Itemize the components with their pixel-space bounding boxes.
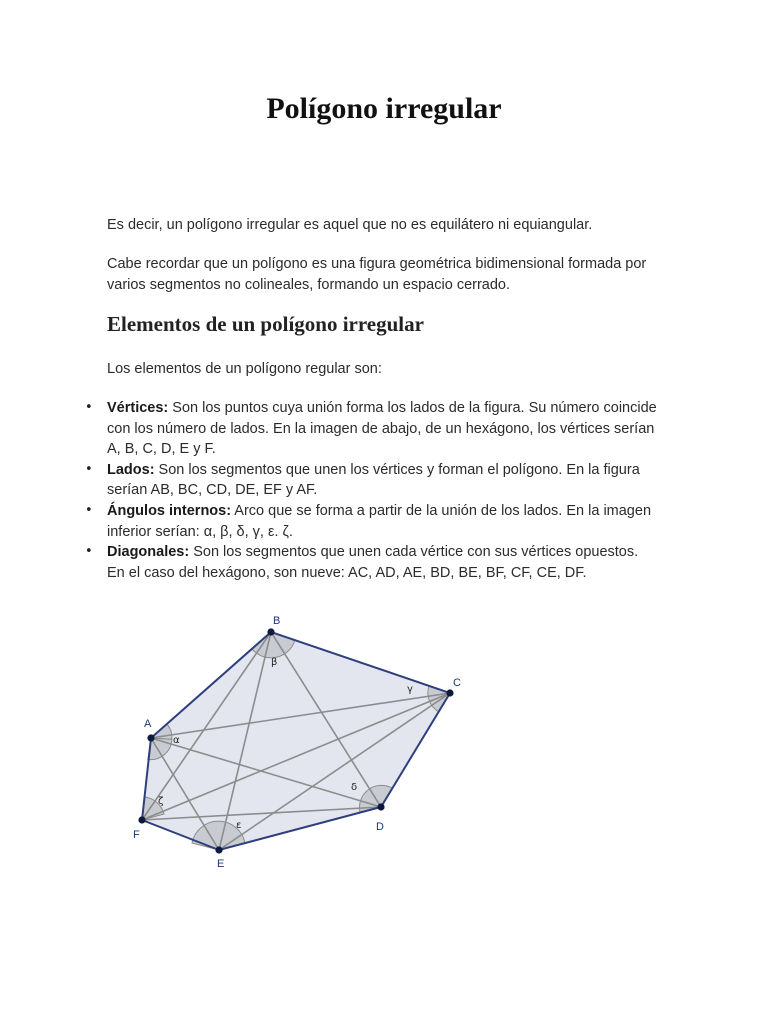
- text-diagonals: Son los segmentos que unen cada vértice con sus vértices opuestos. En el caso del hexágono, son nueve: AC, AD, AE, BD, BE, BF, CF, CE, DF.: [107, 544, 639, 581]
- list-item-diagonals: [107, 542, 659, 583]
- list-item-angles: [107, 501, 659, 542]
- term-vertices: Vértices:: [107, 400, 169, 416]
- angle-label-alpha: α: [173, 735, 180, 746]
- text-angles: Arco que se forma a partir de la unión de los lados. En la imagen inferior serían: α, β, δ, γ, ε. ζ.: [107, 502, 652, 540]
- angle-label-epsilon: ε: [236, 820, 242, 831]
- vertex-label-a: A: [144, 718, 152, 730]
- intro-paragraph-2: Cabe recordar que un polígono es una figura geométrica bidimensional formada por varios segmentos no colineales, formando un espacio cerrado.: [107, 256, 647, 293]
- vertex-d: [377, 803, 384, 810]
- vertex-label-c: C: [453, 677, 461, 689]
- section-lead: Los elementos de un polígono regular son:: [107, 361, 382, 377]
- vertex-label-f: F: [133, 829, 140, 841]
- vertex-label-b: B: [273, 615, 281, 627]
- list-item-vertices: [107, 398, 659, 460]
- term-sides: Lados:: [107, 461, 155, 478]
- vertex-e: [215, 846, 222, 853]
- angle-label-zeta: ζ: [158, 796, 164, 807]
- list-item-sides: [107, 460, 659, 501]
- vertex-c: [446, 689, 453, 696]
- text-sides: Son los segmentos que unen los vértices y forman el polígono. En la figura serían AB, BC, CD, DE, EF y AF.: [107, 461, 640, 499]
- vertex-f: [138, 816, 145, 823]
- vertex-a: [147, 734, 154, 741]
- intro-paragraph-1: Es decir, un polígono irregular es aquel que no es equilátero ni equiangular.: [107, 217, 593, 233]
- section-heading: Elementos de un polígono irregular: [107, 312, 424, 336]
- term-angles: Ángulos internos:: [107, 502, 232, 519]
- text-vertices: Son los puntos cuya unión forma los lados de la figura. Su número coincide con los número de lados. En la imagen de abajo, de un hexágono, los vértices serían A, B, C, D, E y F.: [107, 400, 657, 458]
- hexagon-figure: [110, 600, 490, 880]
- term-diagonals: Diagonales:: [107, 544, 190, 561]
- vertex-b: [267, 628, 274, 635]
- angle-label-gamma: γ: [407, 684, 413, 695]
- page-title: Polígono irregular: [266, 92, 502, 125]
- vertex-label-d: D: [376, 821, 384, 833]
- elements-list: [107, 398, 659, 583]
- angle-label-beta: β: [271, 657, 278, 668]
- vertex-label-e: E: [217, 858, 225, 870]
- hexagon-diagram: [110, 600, 490, 880]
- angle-label-delta: δ: [351, 782, 358, 793]
